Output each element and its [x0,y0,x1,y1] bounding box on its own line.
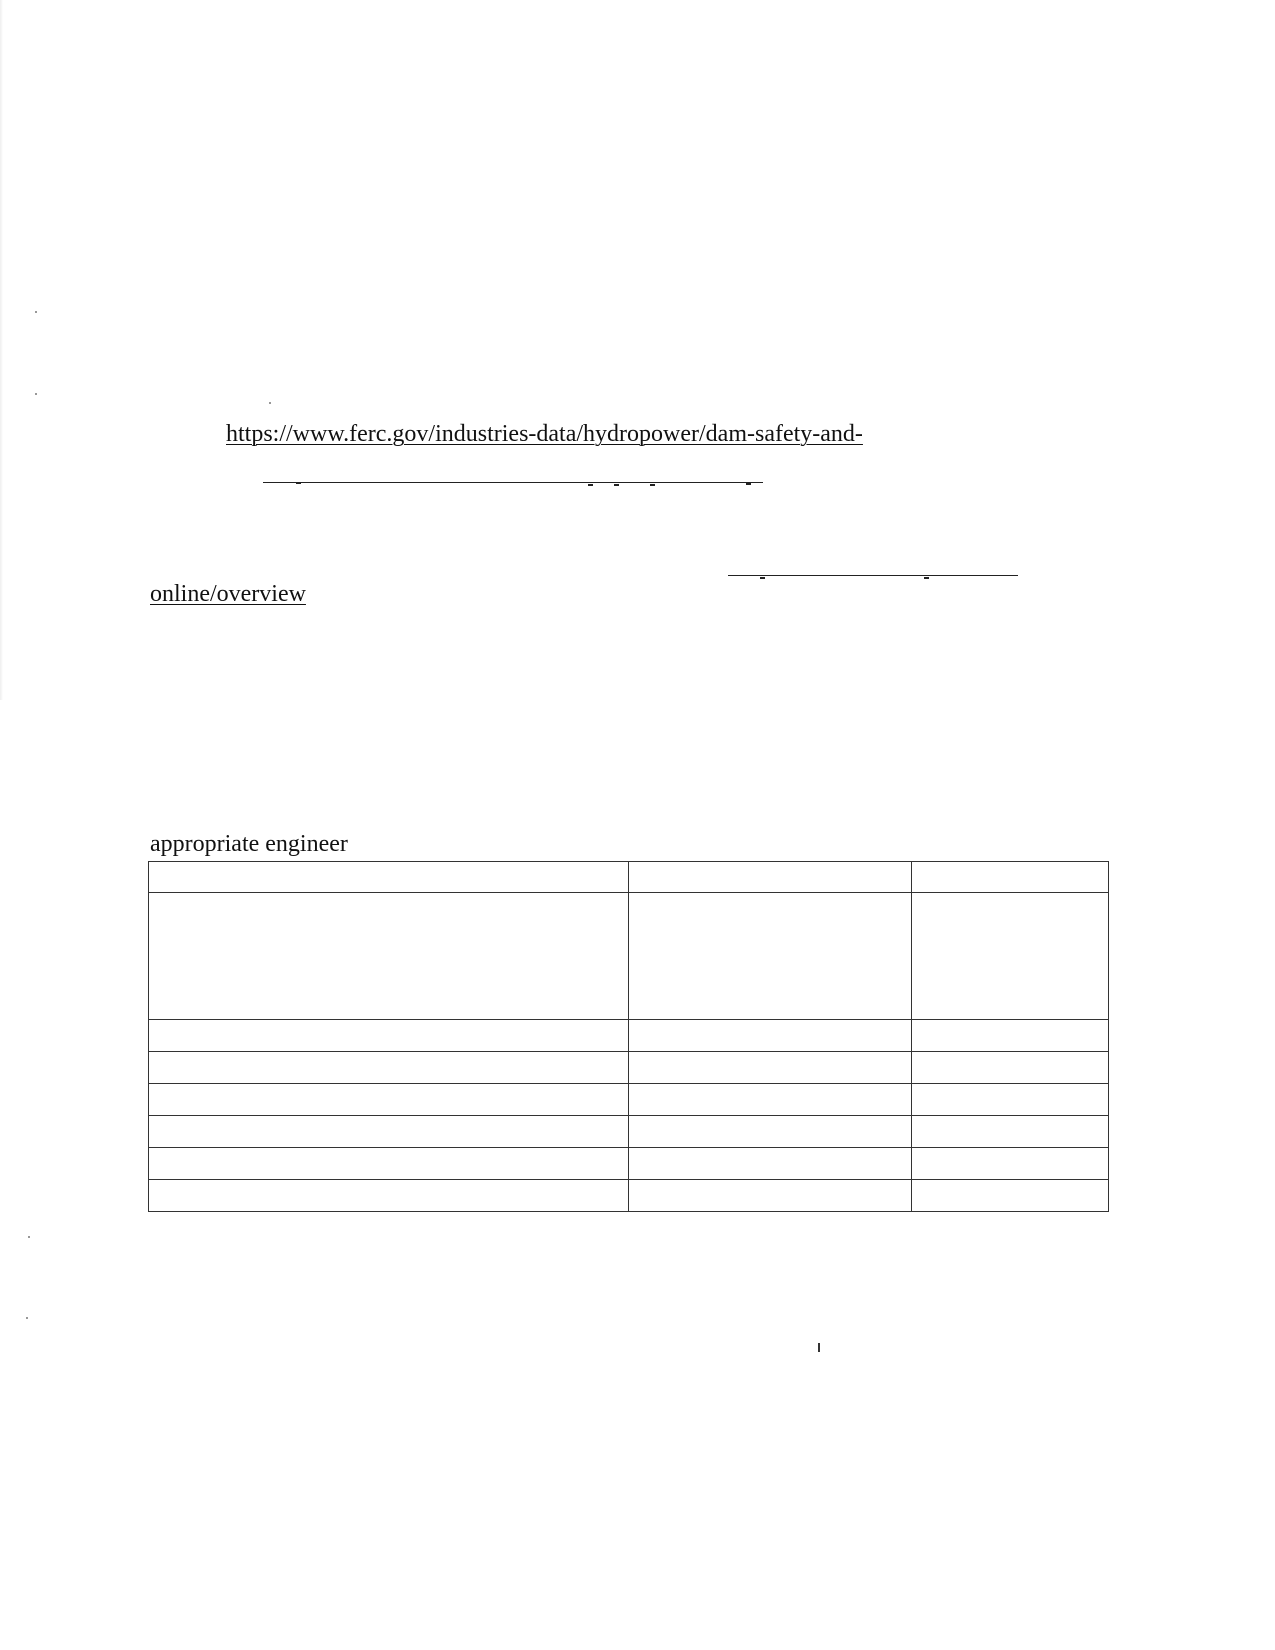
table-cell [149,1020,629,1052]
rule-tick [614,484,619,486]
scan-speck [35,393,37,395]
section-heading-appropriate-engineer: appropriate engineer [150,831,348,857]
table-row [149,1084,1109,1116]
table-cell [629,1180,912,1212]
ferc-link-line-2[interactable]: online/overview [150,581,306,607]
signature-mark [818,1343,820,1352]
rule-tick [746,483,751,485]
rule-tick [760,577,765,579]
table-cell [911,1084,1108,1116]
underline-rule-upper [263,482,763,483]
table-cell [911,893,1108,1020]
table-cell [149,1084,629,1116]
table-cell [911,862,1108,893]
table-cell [629,1148,912,1180]
table-row [149,1116,1109,1148]
table-row [149,1020,1109,1052]
rule-tick [296,482,301,484]
table-cell [629,893,912,1020]
rule-tick [650,484,655,486]
table-cell [149,862,629,893]
table-cell [629,1116,912,1148]
scan-edge-shadow [0,0,3,700]
table-cell [911,1052,1108,1084]
table-cell [629,1020,912,1052]
table-row [149,1148,1109,1180]
table-cell [149,1180,629,1212]
scan-speck [269,402,271,404]
scan-speck [26,1317,28,1319]
table-cell [149,893,629,1020]
table-cell [149,1116,629,1148]
table-cell [911,1180,1108,1212]
table-cell [911,1116,1108,1148]
table-cell [629,1052,912,1084]
scan-speck [28,1236,30,1238]
scan-speck [35,311,37,313]
table-cell [149,1148,629,1180]
underline-rule-right [728,575,1018,576]
table-cell [149,1052,629,1084]
table-cell [629,1084,912,1116]
table-cell [911,1020,1108,1052]
table-cell [911,1148,1108,1180]
table-row [149,1180,1109,1212]
engineer-table [148,861,1109,1212]
rule-tick [924,577,929,579]
rule-tick [588,484,593,486]
table-header-row [149,862,1109,893]
table-row [149,1052,1109,1084]
table-cell [629,862,912,893]
ferc-link-line-1[interactable]: https://www.ferc.gov/industries-data/hydropower/dam-safety-and- [226,421,863,447]
table-row [149,893,1109,1020]
